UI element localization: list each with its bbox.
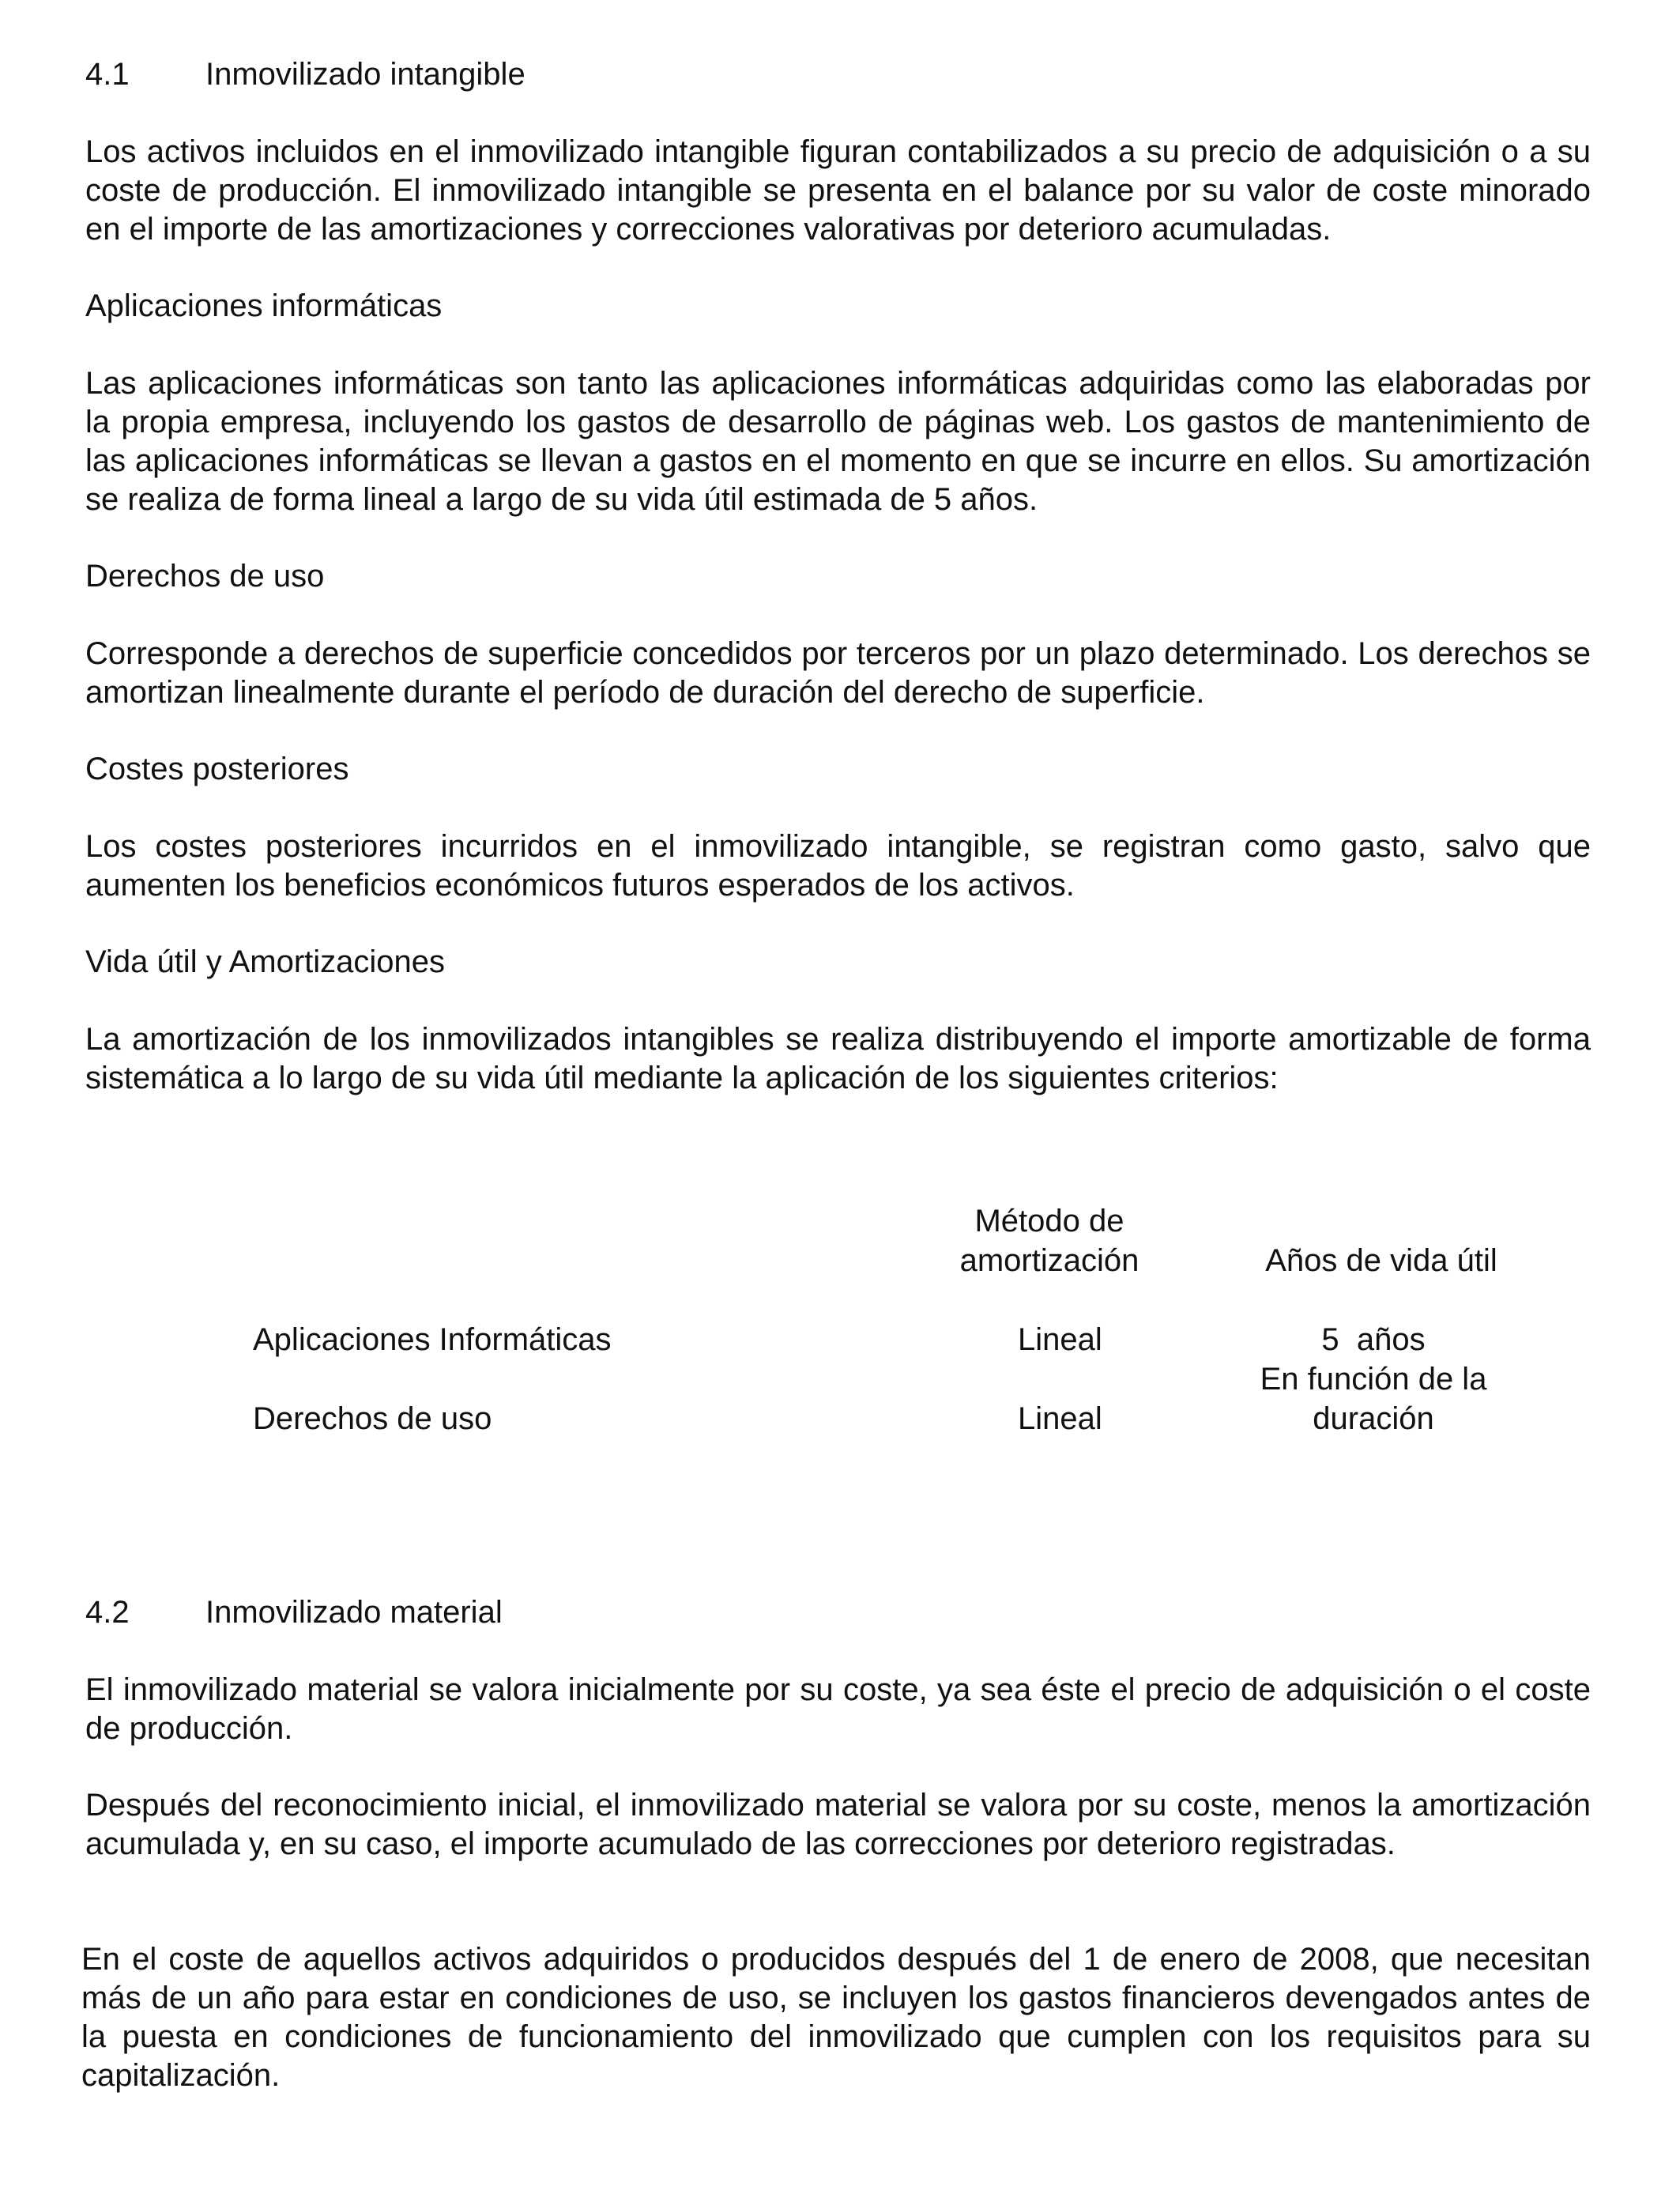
- row-2-method: Lineal: [1018, 1401, 1102, 1436]
- amortization-table: [85, 1201, 1591, 1454]
- section-number: 4.1: [85, 57, 130, 92]
- row-2-asset: Derechos de uso: [253, 1401, 492, 1436]
- section-number: 4.2: [85, 1595, 130, 1630]
- aplicaciones-paragraph: Las aplicaciones informáticas son tanto las aplicaciones informáticas adquiridas como las elaboradas por la propia empresa, incluyendo los gastos de desarrollo de páginas web. Los gastos de mantenimiento de las aplicaciones informáticas se llevan a gastos en el momento en que se incurre en ellos. Su amortización se realiza de forma lineal a largo de su vida útil estimada de 5 años.: [85, 366, 1591, 517]
- vida-util-paragraph: La amortización de los inmovilizados intangibles se realiza distribuyendo el importe amortizable de forma sistemática a lo largo de su vida útil mediante la aplicación de los siguientes criterios:: [85, 1022, 1591, 1095]
- aplicaciones-heading: Aplicaciones informáticas: [85, 288, 443, 323]
- row-2-years-line1: En función de la: [1260, 1362, 1487, 1397]
- derechos-paragraph: Corresponde a derechos de superficie concedidos por terceros por un plazo determinado. Los derechos se amortizan linealmente durante el período de duración del derecho de superficie.: [85, 636, 1591, 710]
- vida-util-heading: Vida útil y Amortizaciones: [85, 944, 446, 979]
- section-title: Inmovilizado material: [205, 1595, 503, 1630]
- header-method-line1: Método de: [974, 1204, 1124, 1238]
- row-1-asset: Aplicaciones Informáticas: [253, 1322, 612, 1357]
- section-4-1-heading: [85, 55, 525, 93]
- header-method-line2: amortización: [959, 1243, 1139, 1278]
- row-1-years: 5 años: [1321, 1322, 1426, 1357]
- section-title: Inmovilizado intangible: [205, 57, 525, 92]
- intangible-intro-paragraph: Los activos incluidos en el inmovilizado intangible figuran contabilizados a su precio de adquisición o a su coste de producción. El inmovilizado intangible se presenta en el balance por su valor de coste minorado en el importe de las amortizaciones y correcciones valorativas por deterioro acumuladas.: [85, 134, 1591, 247]
- derechos-heading: Derechos de uso: [85, 559, 325, 594]
- costes-heading: Costes posteriores: [85, 752, 349, 786]
- row-1-method: Lineal: [1018, 1322, 1102, 1357]
- header-method: [939, 1201, 1160, 1280]
- section-4-2-heading: [85, 1593, 503, 1631]
- material-paragraph-1: El inmovilizado material se valora inicialmente por su coste, ya sea éste el precio de adquisición o el coste de producción.: [85, 1672, 1591, 1746]
- costes-paragraph: Los costes posteriores incurridos en el inmovilizado intangible, se registran como gasto, salvo que aumenten los beneficios económicos futuros esperados de los activos.: [85, 829, 1591, 903]
- material-paragraph-3: En el coste de aquellos activos adquiridos o producidos después del 1 de enero de 2008, que necesitan más de un año para estar en condiciones de uso, se incluyen los gastos financieros devengados antes de la puesta en condiciones de funcionamiento del inmovilizado que cumplen con los requisitos para su capitalización.: [81, 1942, 1591, 2093]
- header-years: Años de vida útil: [1265, 1243, 1497, 1278]
- row-2-years: [1207, 1359, 1539, 1438]
- material-paragraph-2: Después del reconocimiento inicial, el inmovilizado material se valora por su coste, menos la amortización acumulada y, en su caso, el importe acumulado de las correcciones por deterioro registradas.: [85, 1788, 1591, 1861]
- row-2-years-line2: duración: [1313, 1401, 1434, 1436]
